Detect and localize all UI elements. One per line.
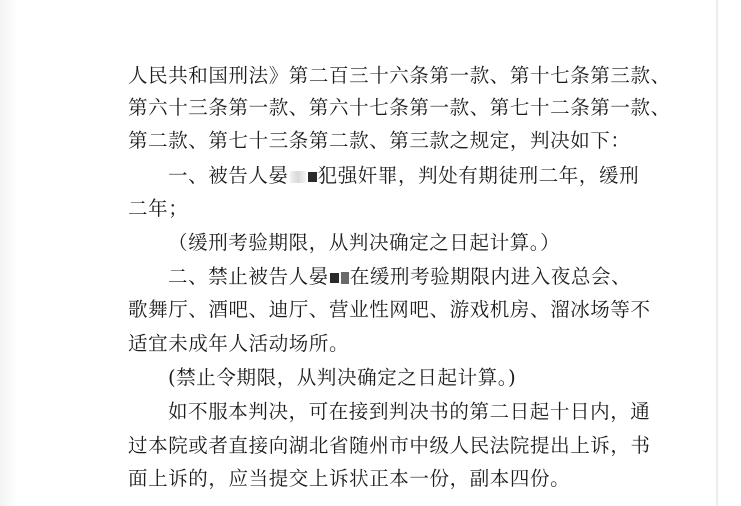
scan-edge-right <box>703 0 741 506</box>
text-line-13: 面上诉的，应当提交上诉状正本一份，副本四份。 <box>128 467 571 490</box>
text-line-7 <box>168 265 631 289</box>
text-line-1: 人民共和国刑法》第二百三十六条第一款、第十七条第三款、 <box>128 64 671 87</box>
text-line-10: (禁止令期限，从判决确定之日起计算。) <box>168 366 517 389</box>
text-line-12: 过本院或者直接向湖北省随州市中级人民法院提出上诉，书 <box>128 434 651 457</box>
verdict-item-1-suffix: 犯强奸罪，判处有期徒刑二年，缓刑 <box>317 164 640 187</box>
redaction-mark <box>290 171 306 183</box>
scan-shadow-left <box>0 0 18 506</box>
text-line-9: 适宜未成年人活动场所。 <box>128 332 350 355</box>
redaction-mark <box>308 172 317 182</box>
text-line-11: 如不服本判决，可在接到判决书的第二日起十日内，通 <box>168 400 651 423</box>
text-line-5: 二年； <box>128 197 189 220</box>
text-line-3: 第二款、第七十三条第二款、第三款之规定，判决如下： <box>128 129 631 152</box>
text-line-4 <box>168 164 639 188</box>
text-line-2: 第六十三条第一款、第六十七条第一款、第七十二条第一款、 <box>128 96 671 119</box>
text-line-6: （缓刑考验期限，从判决确定之日起计算。） <box>168 231 561 254</box>
text-line-8: 歌舞厅、酒吧、迪厅、营业性网吧、游戏机房、溜冰场等不 <box>128 298 651 321</box>
redaction-mark <box>330 273 339 283</box>
redaction-mark <box>341 272 349 284</box>
verdict-item-2-prefix: 二、禁止被告人晏 <box>168 265 329 288</box>
verdict-item-1-prefix: 一、被告人晏 <box>168 164 289 187</box>
verdict-item-2-suffix: 在缓刑考验期限内进入夜总会、 <box>349 265 632 288</box>
